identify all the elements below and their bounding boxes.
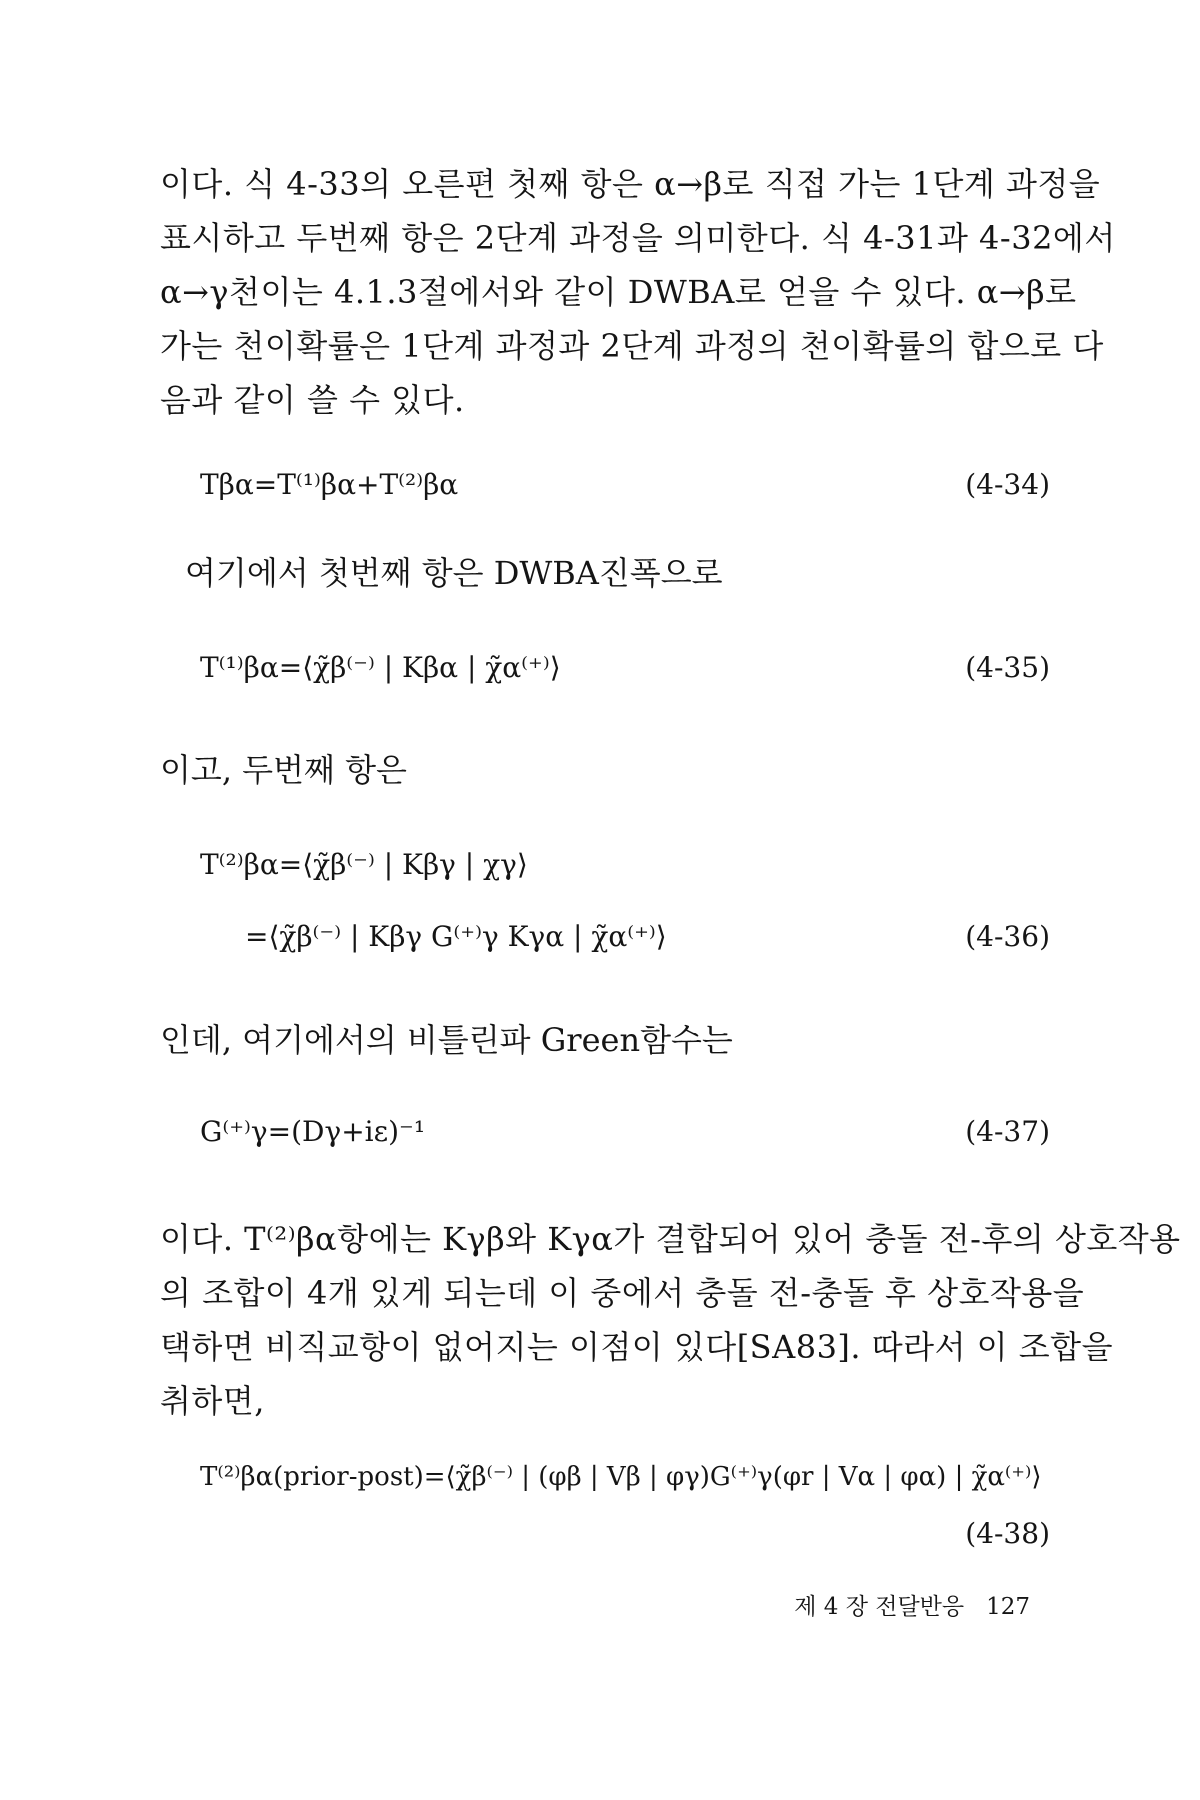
text-line: α→γ천이는 4.1.3절에서와 같이 DWBA로 얻을 수 있다. α→β로	[160, 273, 1077, 311]
text-line: 택하면 비직교항이 없어지는 이점이 있다[SA83]. 따라서 이 조합을	[160, 1328, 1113, 1366]
lead-text: 여기에서 첫번째 항은 DWBA진폭으로	[185, 554, 723, 592]
lead-text: 이고, 두번째 항은	[160, 751, 407, 789]
equation-4-35: T⁽¹⁾βα=⟨χ̃β⁽⁻⁾ | Kβα | χ̃α⁽⁺⁾⟩	[200, 651, 561, 684]
equation-4-38: T⁽²⁾βα(prior-post)=⟨χ̃β⁽⁻⁾ | (φβ | Vβ | φγ)G⁽⁺⁾γ(φr | Vα | φα) | χ̃α⁽⁺⁾⟩	[200, 1462, 1042, 1492]
text-line: 취하면,	[160, 1382, 265, 1420]
equation-number: (4-38)	[965, 1517, 1050, 1550]
page-number: 127	[986, 1594, 1030, 1620]
equation-4-36-line2: =⟨χ̃β⁽⁻⁾ | Kβγ G⁽⁺⁾γ Kγα | χ̃α⁽⁺⁾⟩	[245, 920, 667, 953]
paragraph-intro	[160, 157, 1116, 427]
text-line: 가는 천이확률은 1단계 과정과 2단계 과정의 천이확률의 합으로 다	[160, 327, 1104, 365]
equation-number: (4-35)	[965, 651, 1050, 684]
lead-text: 인데, 여기에서의 비틀린파 Green함수는	[160, 1021, 733, 1059]
text-line: 음과 같이 쓸 수 있다.	[160, 381, 465, 419]
paragraph-prior-post	[160, 1212, 1181, 1428]
equation-4-34: Tβα=T⁽¹⁾βα+T⁽²⁾βα	[200, 468, 459, 501]
text-line: 이다. T⁽²⁾βα항에는 Kγβ와 Kγα가 결합되어 있어 충돌 전-후의 상호작용	[160, 1220, 1181, 1258]
equation-4-36-line1: T⁽²⁾βα=⟨χ̃β⁽⁻⁾ | Kβγ | χγ⟩	[200, 848, 528, 881]
text-line: 이다. 식 4-33의 오른편 첫째 항은 α→β로 직접 가는 1단계 과정을	[160, 165, 1101, 203]
page-footer	[794, 1588, 1030, 1621]
text-line: 표시하고 두번째 항은 2단계 과정을 의미한다. 식 4-31과 4-32에서	[160, 219, 1116, 257]
equation-number: (4-37)	[965, 1115, 1050, 1148]
equation-4-37: G⁽⁺⁾γ=(Dγ+iε)⁻¹	[200, 1115, 426, 1148]
equation-number: (4-36)	[965, 920, 1050, 953]
text-line: 의 조합이 4개 있게 되는데 이 중에서 충돌 전-충돌 후 상호작용을	[160, 1274, 1085, 1312]
chapter-title: 제 4 장 전달반응	[794, 1594, 965, 1620]
equation-number: (4-34)	[965, 468, 1050, 501]
